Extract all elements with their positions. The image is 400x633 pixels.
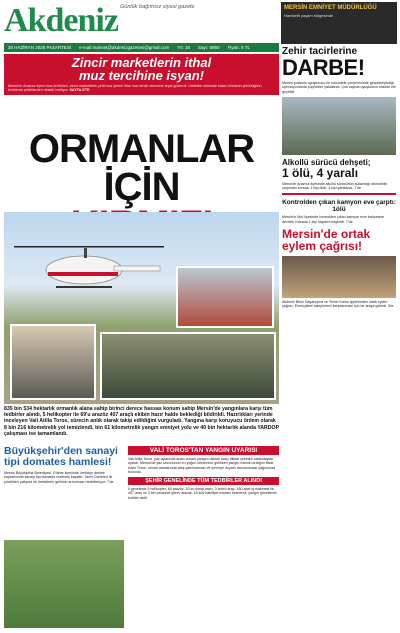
main-photo-caption: 835 bin 534 hektarlık ormanlık alana sahip birinci derece hassas konum sahip Mersin'de yangınlara karşı tüm tedbirler alındı, 5 helikopter ile 69'u arazöz 407 araçlı ekibin hazır halde bekledi̇ği bildirildi. Hazırlıkları yerinde inceleyen Vali Atilla Toros, sürecin anlık olarak takip edildiğini vurguladı. Yangına karşı koruyucu önlem olarak 8 bin 216 kilometrelik yol temizlendi, bin 61 kilometrelik yangın emniyet yolu ve 40 bin hektarlık alanda YARDOP çalışması ise tamamlandı. xyxy=(4,406,279,437)
drug-body: Mersin polisinin uyuşturucu ile mücadele çerçevesinde gerçekleştirdiği operasyonlarda şüpheliler yakalandı. Çok sayıda uyuşturucu madde ele geçirildi. xyxy=(282,81,396,94)
drunk-driver-body: Mersin'in Anamur ilçesinde alkollü sürücünün kullandığı otomobilin çarpması sonucu 1 kişi öldü, 4 kişi yaralandı. 7'de xyxy=(282,181,388,191)
officials-photo-inset xyxy=(10,324,96,400)
drug-headline: DARBE! xyxy=(282,55,365,80)
issue-date: 30 HAZİRAN 2025 PAZARTESİ xyxy=(8,45,72,50)
top-promo-box xyxy=(281,2,397,44)
zincir-headline-line1: Zincir marketlerin ithal xyxy=(71,55,212,70)
newspaper-logo: Akdeniz xyxy=(4,2,118,39)
tomato-field-photo xyxy=(4,540,124,628)
right-column xyxy=(282,46,396,309)
dateline-bar xyxy=(4,43,279,52)
tomato-body: Mersin Büyükşehir Belediyesi, Gülnar ilçesinde üreticiye destek kapsamında sanayi tipi domates üretimini başlattı. Tarım Daireleri ile yürütülen çalışma ile üreticilerin gelirinin artırılması hedefleniyor. 7'de xyxy=(4,471,114,484)
tomato-story xyxy=(4,446,124,484)
volume-number: Yıl: 16 xyxy=(177,45,191,50)
drug-photo xyxy=(282,97,396,155)
governor-story xyxy=(128,446,279,500)
measures-headline: ŞEHİR GENELİNDE TÜM TEDBİRLER ALINDI xyxy=(128,477,279,485)
action-body: Akdeniz Birim Dayanışma ve Temel Kamu işçilerinden ortak eylem çağrısı. Emekçilerin taleplerinin karşılanması için bir araya gelindi. 5'te xyxy=(282,300,394,309)
truck-headline: Kontrolden çıkan kamyon eve çarptı: 1ölü xyxy=(282,199,396,214)
drunk-driver-kicker: Alkollü sürücü dehşeti; xyxy=(282,157,371,167)
promo-title: MERSİN EMNİYET MÜDÜRLÜĞÜ xyxy=(284,5,377,11)
zincir-body: Mersin'in Anamur ilçesi muz üreticileri, zincir marketlerin yerli muz yerine ithal muz tercih etmesine tepki gösterdi. Üreticiler ellerinde kalan ürünlerin çürüdüğünü belirterek yetkililerden destek bekliyor. SAYFA 3'TE xyxy=(8,84,262,93)
vehicles-photo-inset xyxy=(176,266,274,328)
zincir-read-more: SAYFA 3'TE xyxy=(69,88,90,93)
issue-number: Sayı: 5950 xyxy=(198,45,220,50)
section-divider xyxy=(282,193,396,195)
drunk-driver-headline: 1 ölü, 4 yaralı xyxy=(282,165,359,180)
measures-body: İl genelinde 5 helikopter, 69 arazöz, 33 su ikmal aracı, 3 ızdırlı araç, 160 adet iş makinesi ile 407 araç ve 3 bin personel görev alacak. 18 köy kabiliyet noktası belirlendi, yangın gözetleme kuleleri aktif. xyxy=(128,487,277,500)
contact-email: e-mail:manset@akdenizgazetesi@gmail.com xyxy=(79,45,170,50)
tomato-headline: Büyükşehir'den sanayi tipi domates hamlesi! xyxy=(4,445,118,468)
action-photo xyxy=(282,256,396,298)
governor-body: Vali Atilla Toros, yaz aylarında artan orman yangını riskine karşı dikkat çekerek vatandaşları uyardı. Mersin'de yaz sezonunun en yoğun dönemine girilirken yangın riskinin arttığını ifade eden Toros, orman alanlarında ateş yakılmaması ve çevreye duyarlı davranılması çağrısında bulundu. xyxy=(128,457,276,474)
main-photo-collage xyxy=(4,212,279,404)
officers-photo-inset xyxy=(100,332,276,400)
governor-headline: VALİ TOROS'TAN YANGIN UYARISI xyxy=(128,446,279,455)
helicopter-illustration xyxy=(14,242,164,297)
newspaper-slogan: Günlük bağımsız siyasi gazete xyxy=(120,4,195,10)
zincir-market-story xyxy=(4,54,279,95)
main-headline-line1: ORMANLAR İÇİN xyxy=(28,127,255,209)
action-kicker: Mersin'de ortak xyxy=(282,227,371,242)
promo-subtitle: Hareketli yaşam bölgesinde xyxy=(284,13,334,18)
zincir-headline-line2: muz tercihine isyan! xyxy=(79,68,204,83)
price-label: Fiyatı: 5 TL xyxy=(227,45,250,50)
truck-body: Mersin'in Mut ilçesinde kontrolden çıkan kamyon evin bahçesine devrildi. Kazada 1 kişi hayatını kaybetti. 7'de xyxy=(282,215,385,224)
action-headline: eylem çağrısı! xyxy=(282,239,363,254)
drug-kicker: Zehir tacirlerine xyxy=(282,46,358,57)
